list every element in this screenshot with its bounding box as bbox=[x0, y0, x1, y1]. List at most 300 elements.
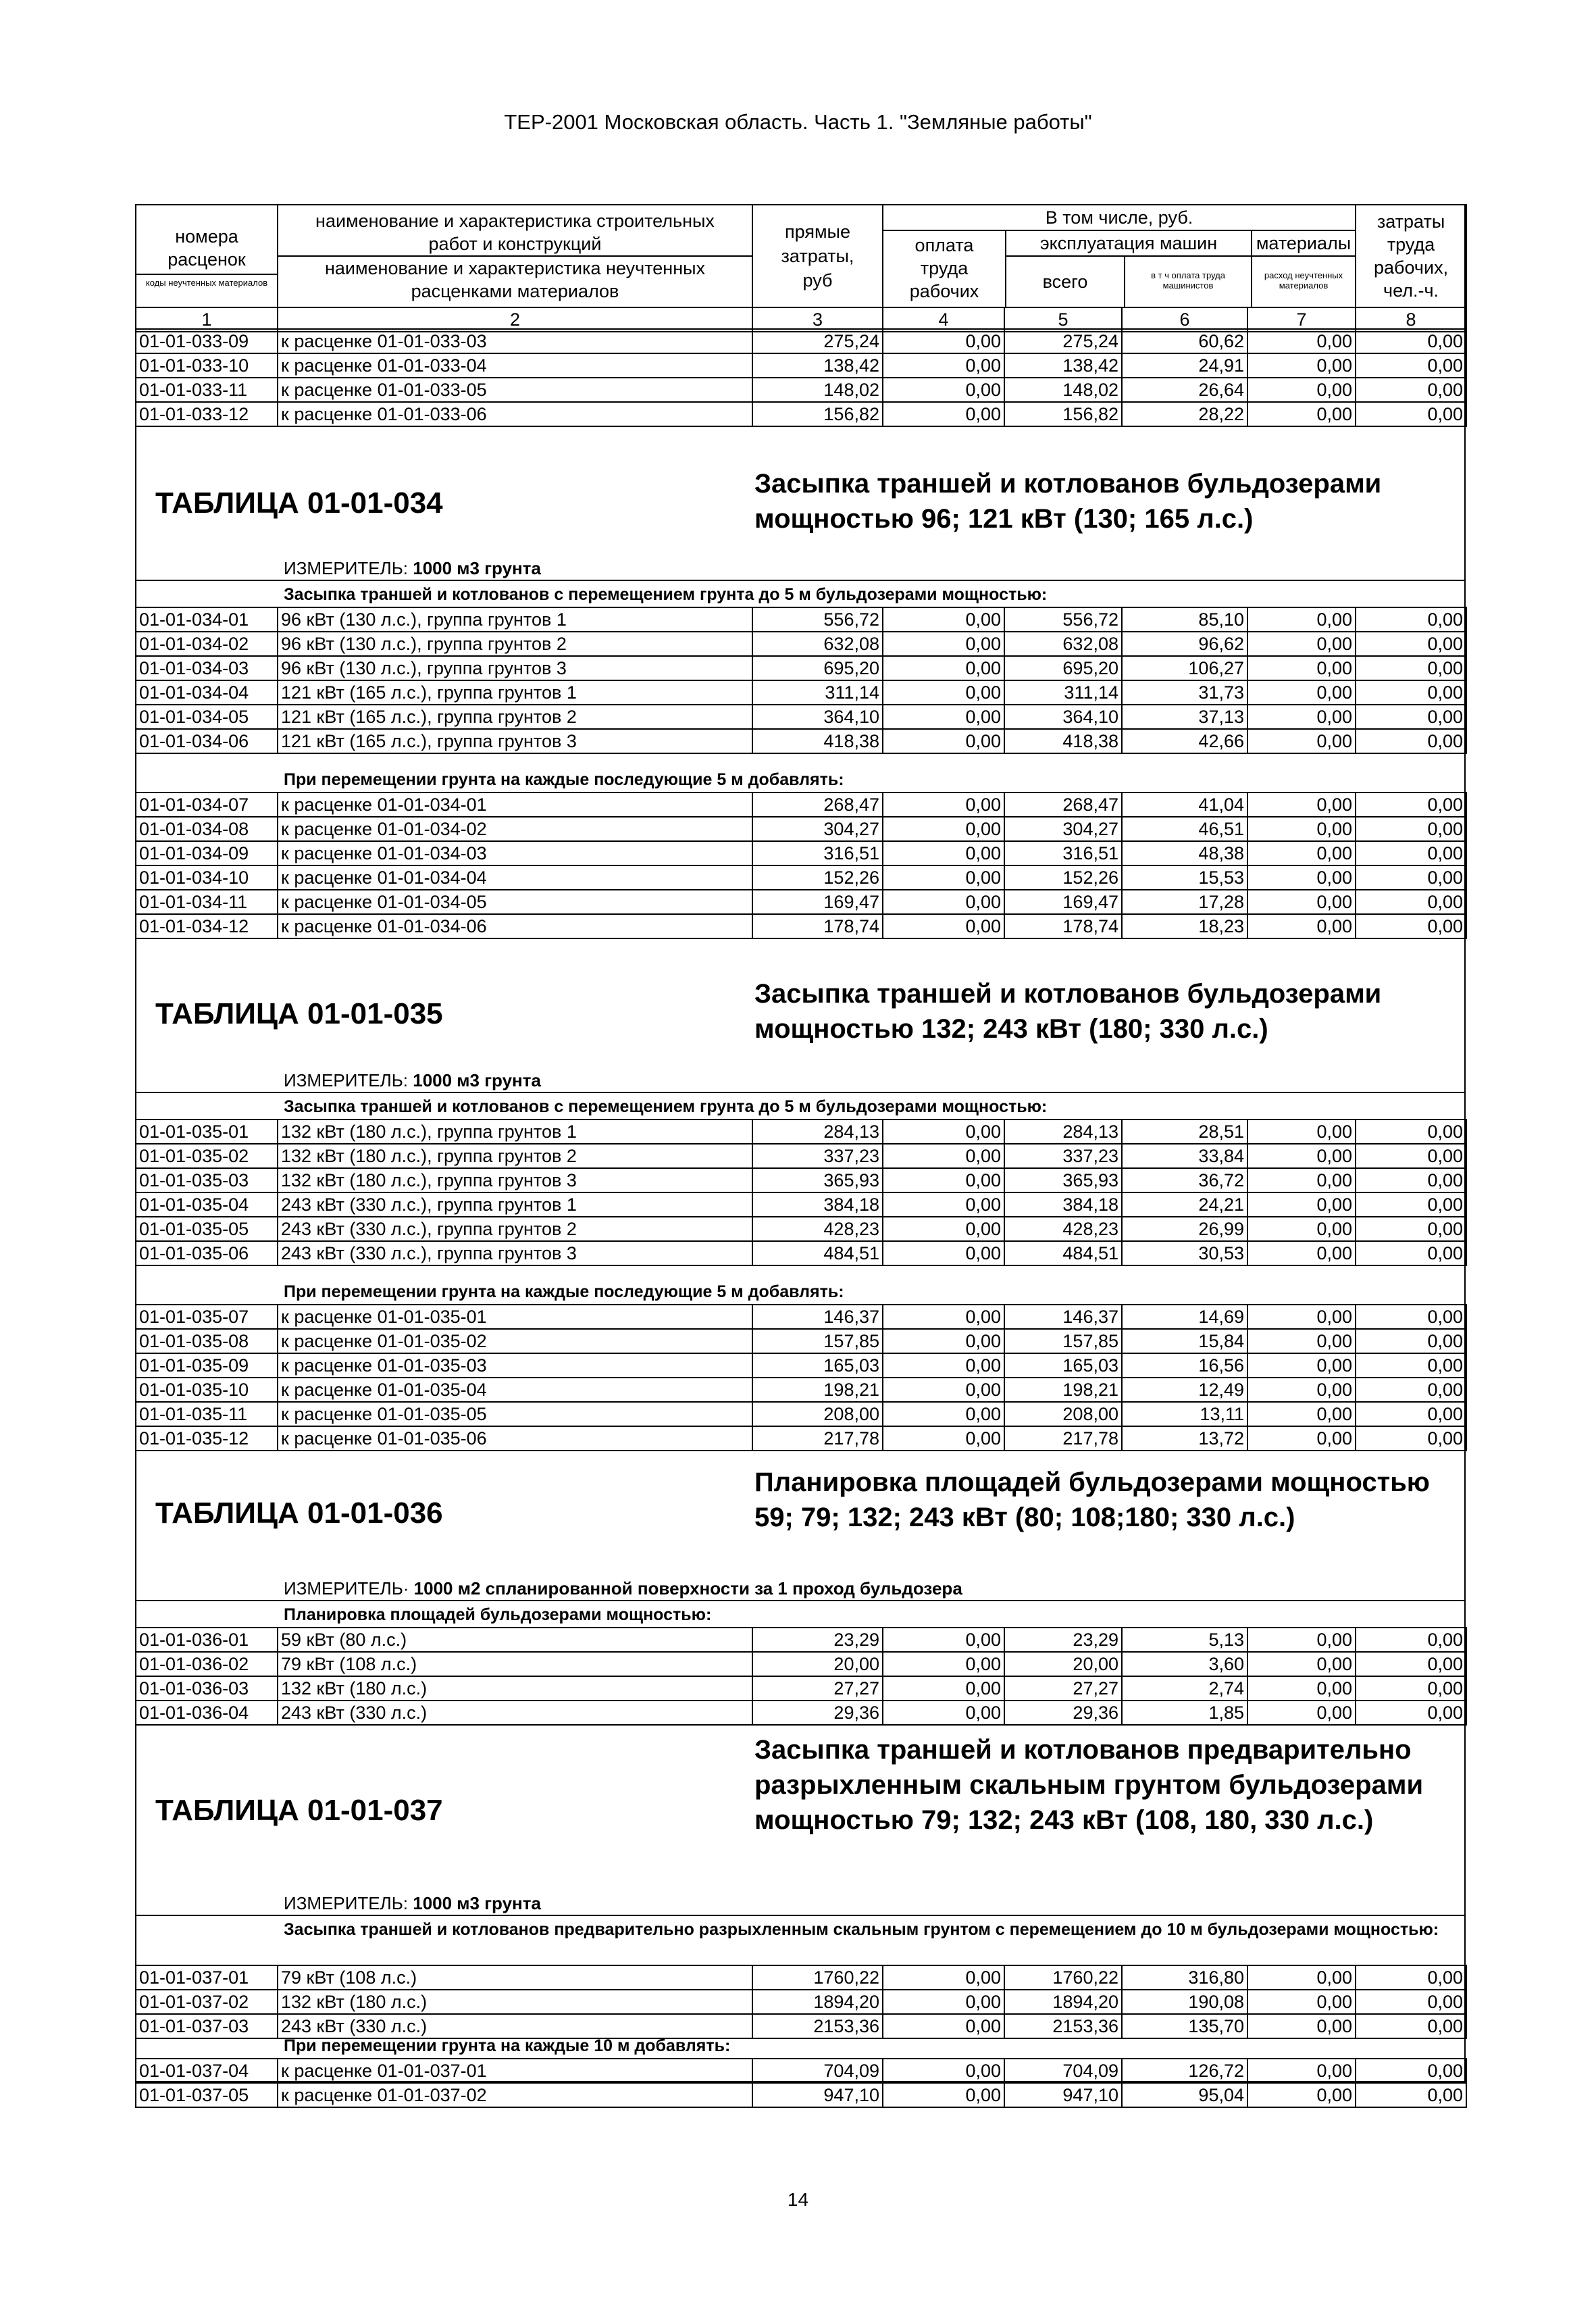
rate-code-cell: 01-01-033-10 bbox=[136, 353, 278, 378]
value-cell: 1760,22 bbox=[752, 1965, 883, 1990]
value-cell: 0,00 bbox=[1356, 402, 1466, 426]
rate-code-cell: 01-01-035-11 bbox=[136, 1402, 278, 1426]
value-cell: 0,00 bbox=[1356, 729, 1466, 753]
table-034-rows-1 bbox=[135, 607, 1467, 754]
value-cell: 60,62 bbox=[1122, 329, 1247, 353]
table-row bbox=[136, 2083, 1466, 2107]
value-cell: 0,00 bbox=[1356, 705, 1466, 729]
rate-code-cell: 01-01-033-11 bbox=[136, 378, 278, 402]
value-cell: 0,00 bbox=[1356, 817, 1466, 841]
value-cell: 0,00 bbox=[1247, 2014, 1356, 2038]
value-cell: 704,09 bbox=[752, 2059, 883, 2083]
value-cell: 36,72 bbox=[1122, 1168, 1247, 1192]
table-037-rows-1 bbox=[135, 1965, 1467, 2039]
rate-name-cell: к расценке 01-01-035-02 bbox=[278, 1329, 752, 1353]
value-cell: 14,69 bbox=[1122, 1305, 1247, 1329]
value-cell: 0,00 bbox=[1356, 1652, 1466, 1676]
value-cell: 947,10 bbox=[752, 2083, 883, 2107]
value-cell: 208,00 bbox=[752, 1402, 883, 1426]
divider bbox=[135, 1600, 1466, 1601]
value-cell: 0,00 bbox=[1356, 607, 1466, 632]
value-cell: 0,00 bbox=[1247, 1676, 1356, 1701]
table-row bbox=[136, 680, 1466, 705]
table-036-rows-1 bbox=[135, 1627, 1467, 1726]
value-cell: 0,00 bbox=[1356, 1241, 1466, 1265]
value-cell: 304,27 bbox=[752, 817, 883, 841]
value-cell: 0,00 bbox=[1247, 1402, 1356, 1426]
rate-name-cell: 132 кВт (180 л.с.) bbox=[278, 1676, 752, 1701]
value-cell: 33,84 bbox=[1122, 1144, 1247, 1168]
subheader-035-2: При перемещении грунта на каждые последующие 5 м добавлять: bbox=[284, 1282, 844, 1301]
value-cell: 126,72 bbox=[1122, 2059, 1247, 2083]
rate-name-cell: 96 кВт (130 л.с.), группа грунтов 1 bbox=[278, 607, 752, 632]
table-row bbox=[136, 1701, 1466, 1725]
divider bbox=[135, 1092, 1466, 1093]
measure-037: ИЗМЕРИТЕЛЬ: 1000 м3 грунта bbox=[284, 1893, 541, 1913]
value-cell: 198,21 bbox=[752, 1378, 883, 1402]
value-cell: 0,00 bbox=[1247, 632, 1356, 656]
value-cell: 0,00 bbox=[1356, 2083, 1466, 2107]
section-label-037: ТАБЛИЦА 01-01-037 bbox=[155, 1794, 443, 1827]
value-cell: 0,00 bbox=[1247, 353, 1356, 378]
rate-code-cell: 01-01-034-03 bbox=[136, 656, 278, 680]
rate-code-cell: 01-01-034-06 bbox=[136, 729, 278, 753]
value-cell: 0,00 bbox=[883, 1378, 1004, 1402]
value-cell: 30,53 bbox=[1122, 1241, 1247, 1265]
value-cell: 20,00 bbox=[1004, 1652, 1122, 1676]
rate-code-cell: 01-01-033-12 bbox=[136, 402, 278, 426]
value-cell: 0,00 bbox=[1356, 1426, 1466, 1451]
value-cell: 0,00 bbox=[1247, 2059, 1356, 2083]
value-cell: 0,00 bbox=[1356, 1120, 1466, 1144]
page-header: ТЕР-2001 Московская область. Часть 1. "Земляные работы" bbox=[504, 110, 1092, 134]
rate-name-cell: 79 кВт (108 л.с.) bbox=[278, 1965, 752, 1990]
section-title-034: Засыпка траншей и котлованов бульдозерами мощностью 96; 121 кВт (130; 165 л.с.) bbox=[754, 469, 1382, 534]
value-cell: 0,00 bbox=[883, 1652, 1004, 1676]
table-row bbox=[136, 1217, 1466, 1241]
value-cell: 268,47 bbox=[752, 793, 883, 817]
value-cell: 632,08 bbox=[1004, 632, 1122, 656]
value-cell: 23,29 bbox=[1004, 1628, 1122, 1652]
value-cell: 27,27 bbox=[752, 1676, 883, 1701]
value-cell: 96,62 bbox=[1122, 632, 1247, 656]
value-cell: 178,74 bbox=[1004, 914, 1122, 938]
value-cell: 0,00 bbox=[1247, 1990, 1356, 2014]
value-cell: 31,73 bbox=[1122, 680, 1247, 705]
value-cell: 16,56 bbox=[1122, 1353, 1247, 1378]
value-cell: 12,49 bbox=[1122, 1378, 1247, 1402]
value-cell: 0,00 bbox=[883, 607, 1004, 632]
table-row bbox=[136, 1628, 1466, 1652]
value-cell: 0,00 bbox=[1247, 1241, 1356, 1265]
value-cell: 311,14 bbox=[1004, 680, 1122, 705]
rate-code-cell: 01-01-034-02 bbox=[136, 632, 278, 656]
value-cell: 0,00 bbox=[883, 1241, 1004, 1265]
rate-name-cell: к расценке 01-01-034-03 bbox=[278, 841, 752, 865]
divider bbox=[135, 1915, 1466, 1916]
rate-name-cell: 243 кВт (330 л.с.) bbox=[278, 1701, 752, 1725]
rate-name-cell: к расценке 01-01-033-06 bbox=[278, 402, 752, 426]
table-row bbox=[136, 729, 1466, 753]
value-cell: 0,00 bbox=[883, 1305, 1004, 1329]
value-cell: 268,47 bbox=[1004, 793, 1122, 817]
rate-code-cell: 01-01-035-07 bbox=[136, 1305, 278, 1329]
value-cell: 0,00 bbox=[1247, 914, 1356, 938]
table-row bbox=[136, 1192, 1466, 1217]
col-direct-cost-header: прямые затраты, руб bbox=[752, 205, 883, 307]
value-cell: 156,82 bbox=[1004, 402, 1122, 426]
table-row bbox=[136, 1305, 1466, 1329]
value-cell: 85,10 bbox=[1122, 607, 1247, 632]
table-row bbox=[136, 632, 1466, 656]
value-cell: 0,00 bbox=[1247, 890, 1356, 914]
value-cell: 0,00 bbox=[1247, 1353, 1356, 1378]
table-row bbox=[136, 1402, 1466, 1426]
value-cell: 304,27 bbox=[1004, 817, 1122, 841]
rate-code-cell: 01-01-036-02 bbox=[136, 1652, 278, 1676]
value-cell: 13,72 bbox=[1122, 1426, 1247, 1451]
value-cell: 0,00 bbox=[883, 2059, 1004, 2083]
value-cell: 384,18 bbox=[1004, 1192, 1122, 1217]
value-cell: 29,36 bbox=[1004, 1701, 1122, 1725]
rate-code-cell: 01-01-036-04 bbox=[136, 1701, 278, 1725]
value-cell: 0,00 bbox=[1247, 2083, 1356, 2107]
value-cell: 0,00 bbox=[883, 793, 1004, 817]
value-cell: 146,37 bbox=[752, 1305, 883, 1329]
measure-035: ИЗМЕРИТЕЛЬ: 1000 м3 грунта bbox=[284, 1070, 541, 1090]
value-cell: 0,00 bbox=[1356, 1217, 1466, 1241]
value-cell: 0,00 bbox=[1356, 656, 1466, 680]
value-cell: 0,00 bbox=[1247, 378, 1356, 402]
value-cell: 152,26 bbox=[752, 865, 883, 890]
value-cell: 484,51 bbox=[752, 1241, 883, 1265]
value-cell: 95,04 bbox=[1122, 2083, 1247, 2107]
value-cell: 0,00 bbox=[1356, 1305, 1466, 1329]
rate-code-cell: 01-01-034-04 bbox=[136, 680, 278, 705]
value-cell: 0,00 bbox=[883, 1701, 1004, 1725]
value-cell: 0,00 bbox=[1356, 914, 1466, 938]
rate-name-cell: 132 кВт (180 л.с.), группа грунтов 1 bbox=[278, 1120, 752, 1144]
value-cell: 156,82 bbox=[752, 402, 883, 426]
value-cell: 484,51 bbox=[1004, 1241, 1122, 1265]
value-cell: 418,38 bbox=[752, 729, 883, 753]
rate-name-cell: к расценке 01-01-035-06 bbox=[278, 1426, 752, 1451]
value-cell: 284,13 bbox=[1004, 1120, 1122, 1144]
value-cell: 0,00 bbox=[1356, 1144, 1466, 1168]
table-row bbox=[136, 656, 1466, 680]
value-cell: 5,13 bbox=[1122, 1628, 1247, 1652]
value-cell: 165,03 bbox=[1004, 1353, 1122, 1378]
value-cell: 0,00 bbox=[1356, 1353, 1466, 1378]
rate-code-cell: 01-01-034-09 bbox=[136, 841, 278, 865]
value-cell: 0,00 bbox=[1356, 1329, 1466, 1353]
value-cell: 2,74 bbox=[1122, 1676, 1247, 1701]
table-035-rows-1 bbox=[135, 1119, 1467, 1266]
value-cell: 157,85 bbox=[1004, 1329, 1122, 1353]
value-cell: 146,37 bbox=[1004, 1305, 1122, 1329]
value-cell: 178,74 bbox=[752, 914, 883, 938]
rate-code-cell: 01-01-033-09 bbox=[136, 329, 278, 353]
value-cell: 0,00 bbox=[1356, 890, 1466, 914]
value-cell: 0,00 bbox=[1247, 841, 1356, 865]
rate-name-cell: 243 кВт (330 л.с.), группа грунтов 1 bbox=[278, 1192, 752, 1217]
value-cell: 0,00 bbox=[1356, 1628, 1466, 1652]
value-cell: 217,78 bbox=[1004, 1426, 1122, 1451]
rate-code-cell: 01-01-037-01 bbox=[136, 1965, 278, 1990]
rate-code-cell: 01-01-034-01 bbox=[136, 607, 278, 632]
value-cell: 0,00 bbox=[1356, 1990, 1466, 2014]
rate-code-cell: 01-01-034-11 bbox=[136, 890, 278, 914]
value-cell: 337,23 bbox=[1004, 1144, 1122, 1168]
value-cell: 0,00 bbox=[883, 1965, 1004, 1990]
value-cell: 23,29 bbox=[752, 1628, 883, 1652]
subheader-034-2: При перемещении грунта на каждые последующие 5 м добавлять: bbox=[284, 770, 844, 789]
value-cell: 17,28 bbox=[1122, 890, 1247, 914]
value-cell: 148,02 bbox=[752, 378, 883, 402]
section-label-035: ТАБЛИЦА 01-01-035 bbox=[155, 997, 443, 1030]
rate-name-cell: к расценке 01-01-033-04 bbox=[278, 353, 752, 378]
value-cell: 337,23 bbox=[752, 1144, 883, 1168]
value-cell: 316,51 bbox=[752, 841, 883, 865]
value-cell: 275,24 bbox=[752, 329, 883, 353]
section-title-036: Планировка площадей бульдозерами мощностью 59; 79; 132; 243 кВт (80; 108;180; 330 л.с.) bbox=[754, 1467, 1430, 1532]
value-cell: 0,00 bbox=[1356, 680, 1466, 705]
rate-code-cell: 01-01-037-03 bbox=[136, 2014, 278, 2038]
value-cell: 0,00 bbox=[883, 1168, 1004, 1192]
measure-036: ИЗМЕРИТЕЛЬ· 1000 м2 спланированной поверхности за 1 проход бульдозера bbox=[284, 1578, 962, 1599]
value-cell: 0,00 bbox=[883, 1676, 1004, 1701]
value-cell: 2153,36 bbox=[752, 2014, 883, 2038]
table-row bbox=[136, 817, 1466, 841]
value-cell: 0,00 bbox=[883, 914, 1004, 938]
value-cell: 0,00 bbox=[883, 1217, 1004, 1241]
value-cell: 48,38 bbox=[1122, 841, 1247, 865]
value-cell: 208,00 bbox=[1004, 1402, 1122, 1426]
table-row bbox=[136, 1990, 1466, 2014]
table-row bbox=[136, 841, 1466, 865]
value-cell: 0,00 bbox=[883, 865, 1004, 890]
table-row bbox=[136, 2059, 1466, 2083]
value-cell: 190,08 bbox=[1122, 1990, 1247, 2014]
value-cell: 0,00 bbox=[1356, 353, 1466, 378]
rate-name-cell: 79 кВт (108 л.с.) bbox=[278, 1652, 752, 1676]
rate-name-cell: к расценке 01-01-034-05 bbox=[278, 890, 752, 914]
value-cell: 0,00 bbox=[1247, 817, 1356, 841]
value-cell: 316,51 bbox=[1004, 841, 1122, 865]
value-cell: 0,00 bbox=[1247, 680, 1356, 705]
value-cell: 0,00 bbox=[1247, 1144, 1356, 1168]
rate-name-cell: 132 кВт (180 л.с.), группа грунтов 3 bbox=[278, 1168, 752, 1192]
col-labor-header: затраты труда рабочих, чел.-ч. bbox=[1356, 205, 1466, 307]
value-cell: 0,00 bbox=[883, 632, 1004, 656]
value-cell: 0,00 bbox=[1356, 632, 1466, 656]
rate-code-cell: 01-01-034-10 bbox=[136, 865, 278, 890]
table-row bbox=[136, 1168, 1466, 1192]
table-row bbox=[136, 1378, 1466, 1402]
divider bbox=[135, 580, 1466, 581]
value-cell: 0,00 bbox=[883, 1990, 1004, 2014]
value-cell: 0,00 bbox=[883, 329, 1004, 353]
rate-code-cell: 01-01-034-08 bbox=[136, 817, 278, 841]
rate-code-cell: 01-01-034-07 bbox=[136, 793, 278, 817]
rate-name-cell: к расценке 01-01-037-02 bbox=[278, 2083, 752, 2107]
value-cell: 0,00 bbox=[1356, 2059, 1466, 2083]
value-cell: 0,00 bbox=[883, 378, 1004, 402]
value-cell: 26,64 bbox=[1122, 378, 1247, 402]
value-cell: 0,00 bbox=[1356, 793, 1466, 817]
value-cell: 15,53 bbox=[1122, 865, 1247, 890]
rate-code-cell: 01-01-035-06 bbox=[136, 1241, 278, 1265]
subheader-035-1: Засыпка траншей и котлованов с перемещением грунта до 5 м бульдозерами мощностью: bbox=[284, 1097, 1048, 1116]
value-cell: 0,00 bbox=[883, 2083, 1004, 2107]
rate-name-cell: 243 кВт (330 л.с.), группа грунтов 2 bbox=[278, 1217, 752, 1241]
value-cell: 157,85 bbox=[752, 1329, 883, 1353]
subheader-034-1: Засыпка траншей и котлованов с перемещением грунта до 5 м бульдозерами мощностью: bbox=[284, 585, 1048, 604]
rate-name-cell: к расценке 01-01-037-01 bbox=[278, 2059, 752, 2083]
value-cell: 0,00 bbox=[1356, 1676, 1466, 1701]
value-cell: 428,23 bbox=[752, 1217, 883, 1241]
value-cell: 0,00 bbox=[883, 1402, 1004, 1426]
value-cell: 0,00 bbox=[883, 680, 1004, 705]
rate-code-cell: 01-01-036-03 bbox=[136, 1676, 278, 1701]
rate-name-cell: к расценке 01-01-035-04 bbox=[278, 1378, 752, 1402]
value-cell: 169,47 bbox=[1004, 890, 1122, 914]
value-cell: 311,14 bbox=[752, 680, 883, 705]
table-row bbox=[136, 1676, 1466, 1701]
value-cell: 0,00 bbox=[1247, 1628, 1356, 1652]
value-cell: 0,00 bbox=[1356, 378, 1466, 402]
table-row bbox=[136, 705, 1466, 729]
value-cell: 384,18 bbox=[752, 1192, 883, 1217]
value-cell: 0,00 bbox=[883, 705, 1004, 729]
rate-name-cell: к расценке 01-01-034-01 bbox=[278, 793, 752, 817]
rate-name-cell: к расценке 01-01-035-01 bbox=[278, 1305, 752, 1329]
col-name-header: наименование и характеристика строительных работ и конструкций наименование и характеристика неучтенных расценками материалов bbox=[278, 205, 752, 307]
table-row bbox=[136, 1353, 1466, 1378]
value-cell: 15,84 bbox=[1122, 1329, 1247, 1353]
table-row bbox=[136, 1329, 1466, 1353]
rate-code-cell: 01-01-035-08 bbox=[136, 1329, 278, 1353]
value-cell: 217,78 bbox=[752, 1426, 883, 1451]
rate-name-cell: к расценке 01-01-034-06 bbox=[278, 914, 752, 938]
table-row bbox=[136, 1120, 1466, 1144]
table-row bbox=[136, 607, 1466, 632]
value-cell: 1760,22 bbox=[1004, 1965, 1122, 1990]
table-row bbox=[136, 1426, 1466, 1451]
value-cell: 0,00 bbox=[883, 1329, 1004, 1353]
rate-code-cell: 01-01-036-01 bbox=[136, 1628, 278, 1652]
value-cell: 106,27 bbox=[1122, 656, 1247, 680]
value-cell: 632,08 bbox=[752, 632, 883, 656]
value-cell: 284,13 bbox=[752, 1120, 883, 1144]
value-cell: 695,20 bbox=[1004, 656, 1122, 680]
value-cell: 0,00 bbox=[1356, 329, 1466, 353]
value-cell: 0,00 bbox=[883, 1426, 1004, 1451]
value-cell: 0,00 bbox=[1356, 1192, 1466, 1217]
value-cell: 24,21 bbox=[1122, 1192, 1247, 1217]
value-cell: 20,00 bbox=[752, 1652, 883, 1676]
table-row bbox=[136, 1652, 1466, 1676]
value-cell: 13,11 bbox=[1122, 1402, 1247, 1426]
value-cell: 0,00 bbox=[1247, 329, 1356, 353]
rate-code-cell: 01-01-037-02 bbox=[136, 1990, 278, 2014]
value-cell: 0,00 bbox=[1247, 1965, 1356, 1990]
table-row bbox=[136, 793, 1466, 817]
section-label-034: ТАБЛИЦА 01-01-034 bbox=[155, 486, 443, 520]
table-037-rows-2 bbox=[135, 2058, 1467, 2108]
value-cell: 0,00 bbox=[1356, 1378, 1466, 1402]
value-cell: 0,00 bbox=[883, 1628, 1004, 1652]
rate-name-cell: 59 кВт (80 л.с.) bbox=[278, 1628, 752, 1652]
value-cell: 556,72 bbox=[752, 607, 883, 632]
value-cell: 0,00 bbox=[1356, 1965, 1466, 1990]
value-cell: 365,93 bbox=[1004, 1168, 1122, 1192]
value-cell: 0,00 bbox=[1247, 1120, 1356, 1144]
value-cell: 947,10 bbox=[1004, 2083, 1122, 2107]
rate-name-cell: к расценке 01-01-035-03 bbox=[278, 1353, 752, 1378]
rate-name-cell: к расценке 01-01-034-02 bbox=[278, 817, 752, 841]
value-cell: 26,99 bbox=[1122, 1217, 1247, 1241]
subheader-037-2: При перемещении грунта на каждые 10 м добавлять: bbox=[284, 2036, 731, 2055]
value-cell: 0,00 bbox=[1356, 1701, 1466, 1725]
value-cell: 169,47 bbox=[752, 890, 883, 914]
value-cell: 0,00 bbox=[1247, 402, 1356, 426]
table-row bbox=[136, 1144, 1466, 1168]
value-cell: 695,20 bbox=[752, 656, 883, 680]
value-cell: 18,23 bbox=[1122, 914, 1247, 938]
value-cell: 364,10 bbox=[1004, 705, 1122, 729]
value-cell: 1894,20 bbox=[752, 1990, 883, 2014]
table-row bbox=[136, 914, 1466, 938]
value-cell: 704,09 bbox=[1004, 2059, 1122, 2083]
value-cell: 28,51 bbox=[1122, 1120, 1247, 1144]
value-cell: 1894,20 bbox=[1004, 1990, 1122, 2014]
rate-name-cell: 96 кВт (130 л.с.), группа грунтов 3 bbox=[278, 656, 752, 680]
value-cell: 1,85 bbox=[1122, 1701, 1247, 1725]
rate-name-cell: 243 кВт (330 л.с.), группа грунтов 3 bbox=[278, 1241, 752, 1265]
value-cell: 0,00 bbox=[883, 1353, 1004, 1378]
section-title-037: Засыпка траншей и котлованов предварительно разрыхленным скальным грунтом бульдозерами мощностью 79; 132; 243 кВт (108, 180, 330 л.с.) bbox=[754, 1735, 1424, 1835]
value-cell: 138,42 bbox=[1004, 353, 1122, 378]
subheader-037-1: Засыпка траншей и котлованов предварительно разрыхленным скальным грунтом с перемещением до 10 м бульдозерами мощностью: bbox=[284, 1920, 1439, 1939]
rate-code-cell: 01-01-035-09 bbox=[136, 1353, 278, 1378]
value-cell: 0,00 bbox=[1247, 1652, 1356, 1676]
value-cell: 0,00 bbox=[1247, 1329, 1356, 1353]
rate-code-cell: 01-01-035-12 bbox=[136, 1426, 278, 1451]
rate-code-cell: 01-01-035-03 bbox=[136, 1168, 278, 1192]
value-cell: 0,00 bbox=[1247, 1378, 1356, 1402]
rate-code-cell: 01-01-035-05 bbox=[136, 1217, 278, 1241]
value-cell: 275,24 bbox=[1004, 329, 1122, 353]
rate-code-cell: 01-01-035-04 bbox=[136, 1192, 278, 1217]
value-cell: 556,72 bbox=[1004, 607, 1122, 632]
value-cell: 0,00 bbox=[883, 402, 1004, 426]
value-cell: 0,00 bbox=[883, 890, 1004, 914]
value-cell: 42,66 bbox=[1122, 729, 1247, 753]
value-cell: 364,10 bbox=[752, 705, 883, 729]
value-cell: 0,00 bbox=[1247, 1168, 1356, 1192]
value-cell: 0,00 bbox=[883, 353, 1004, 378]
value-cell: 0,00 bbox=[1247, 1192, 1356, 1217]
value-cell: 0,00 bbox=[1247, 656, 1356, 680]
value-cell: 0,00 bbox=[1247, 729, 1356, 753]
rate-code-cell: 01-01-034-12 bbox=[136, 914, 278, 938]
value-cell: 148,02 bbox=[1004, 378, 1122, 402]
value-cell: 0,00 bbox=[1247, 1426, 1356, 1451]
rate-code-cell: 01-01-037-05 bbox=[136, 2083, 278, 2107]
value-cell: 0,00 bbox=[883, 2014, 1004, 2038]
value-cell: 2153,36 bbox=[1004, 2014, 1122, 2038]
